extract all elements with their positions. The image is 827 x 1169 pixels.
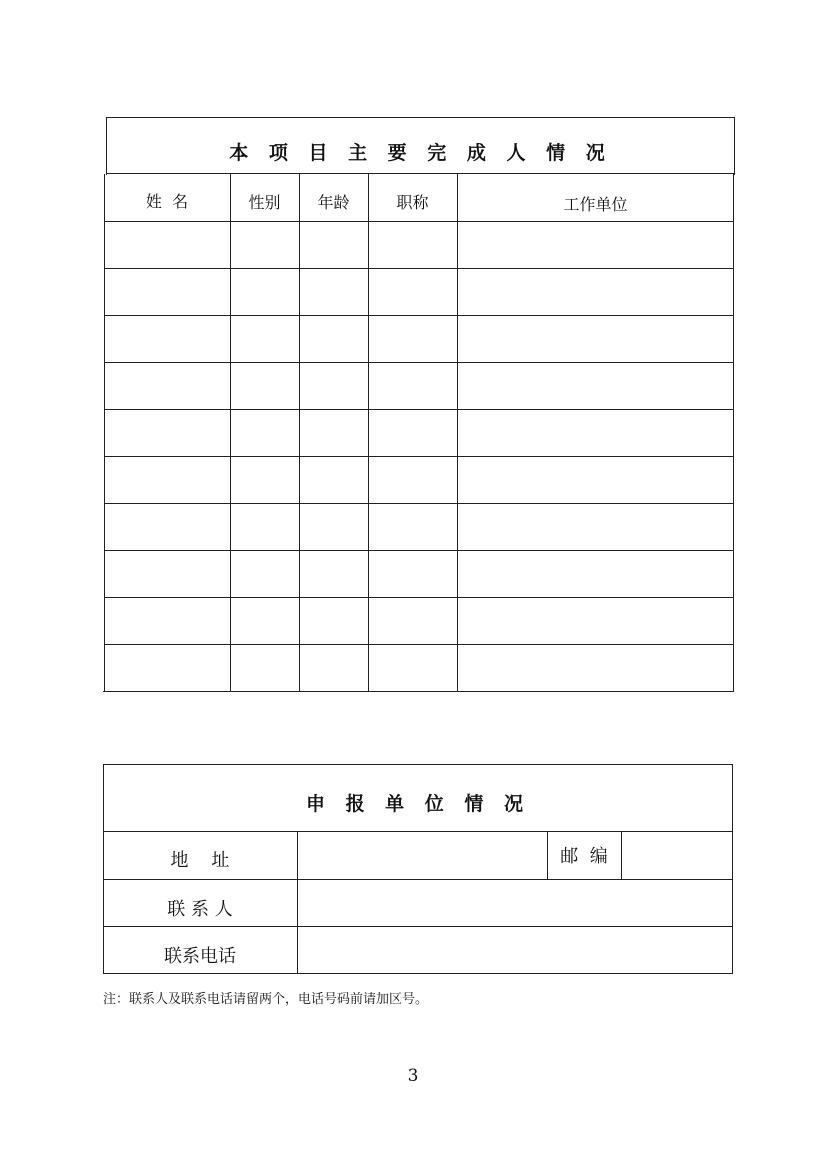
contact-person-label: 联 系 人 (167, 899, 233, 920)
table1-title-divider (106, 173, 735, 174)
table1-row-line (104, 503, 734, 504)
table1-row-line (104, 644, 734, 645)
postcode-label: 邮 编 (560, 846, 608, 867)
table1-col-line (368, 174, 369, 692)
header-gender: 性别 (248, 193, 281, 212)
table1-col-line (457, 174, 458, 692)
table1-bottom-border (103, 691, 734, 692)
table2-label-col-line (297, 831, 298, 974)
table1-row-line (104, 315, 734, 316)
table1-right-border (733, 174, 734, 692)
table1-row-line (104, 221, 734, 222)
table2-title: 申 报 单 位 情 况 (305, 793, 531, 815)
header-name: 姓 名 (145, 192, 189, 211)
address-label: 地 址 (170, 850, 230, 871)
table2-postcode-value-col-line (621, 831, 622, 880)
table1-row-line (104, 268, 734, 269)
table2-top-border (103, 764, 733, 765)
table2-row-line (103, 926, 733, 927)
footnote: 注：联系人及联系电话请留两个，电话号码前请加区号。 (103, 992, 429, 1007)
contact-phone-label: 联系电话 (164, 946, 236, 967)
table1-col-line (230, 174, 231, 692)
page-number: 3 (407, 1066, 419, 1086)
table1-row-line (104, 456, 734, 457)
table1-left-border (104, 174, 105, 692)
table1-row-line (104, 597, 734, 598)
table1-row-line (104, 362, 734, 363)
table1-row-line (104, 409, 734, 410)
table2-bottom-border (103, 973, 733, 974)
header-title: 职称 (396, 193, 429, 212)
table2-row-line (103, 879, 733, 880)
table1-col-line (299, 174, 300, 692)
table1-row-line (104, 550, 734, 551)
header-work-unit: 工作单位 (563, 195, 628, 214)
table1-title: 本 项 目 主 要 完 成 人 情 况 (229, 142, 612, 164)
table2-title-divider (103, 831, 733, 832)
table1-top-border (106, 117, 735, 118)
header-age: 年龄 (317, 193, 350, 212)
